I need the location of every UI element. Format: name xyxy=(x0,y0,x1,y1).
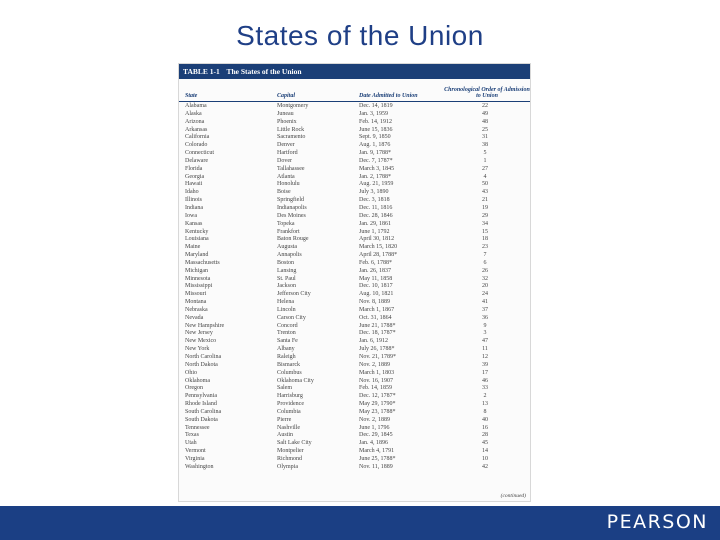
cell-capital: Topeka xyxy=(277,220,295,227)
table-row xyxy=(179,370,530,378)
cell-state: Mississippi xyxy=(185,283,213,290)
table-body xyxy=(179,103,530,472)
cell-state: New Hampshire xyxy=(185,322,225,329)
table-caption: The States of the Union xyxy=(226,67,302,76)
cell-state: Connecticut xyxy=(185,150,214,157)
cell-state: Washington xyxy=(185,463,214,470)
cell-state: Illinois xyxy=(185,197,203,204)
table-column-headers xyxy=(179,81,530,102)
cell-state: Utah xyxy=(185,440,197,447)
table-row xyxy=(179,158,530,166)
cell-date-admitted: March 3, 1845 xyxy=(359,165,395,172)
table-row xyxy=(179,197,530,205)
table-row xyxy=(179,127,530,135)
cell-state: Louisiana xyxy=(185,236,209,243)
cell-state: Alabama xyxy=(185,103,207,109)
cell-date-admitted: Jan. 9, 1788* xyxy=(359,150,391,157)
cell-date-admitted: April 30, 1812 xyxy=(359,236,395,243)
table-row xyxy=(179,291,530,299)
cell-state: Alaska xyxy=(185,110,202,117)
cell-order: 50 xyxy=(482,181,488,188)
cell-state: Hawaii xyxy=(185,181,203,188)
cell-state: Delaware xyxy=(185,157,208,164)
cell-order: 14 xyxy=(482,448,488,455)
cell-capital: Austin xyxy=(277,432,294,439)
cell-order: 49 xyxy=(482,110,488,117)
cell-capital: Annapolis xyxy=(277,252,302,259)
cell-date-admitted: Nov. 2, 1889 xyxy=(359,416,390,423)
cell-state: Massachusetts xyxy=(185,259,220,266)
header-chronological-order: Chronological Order of Admission to Union xyxy=(444,86,530,99)
table-row xyxy=(179,150,530,158)
cell-date-admitted: May 29, 1790* xyxy=(359,401,396,408)
table-row xyxy=(179,111,530,119)
cell-capital: Des Moines xyxy=(277,212,306,219)
cell-state: Colorado xyxy=(185,142,208,149)
table-row xyxy=(179,276,530,284)
cell-state: Minnesota xyxy=(185,275,211,282)
table-row xyxy=(179,323,530,331)
cell-order: 15 xyxy=(482,228,488,235)
cell-capital: Augusta xyxy=(277,244,297,251)
cell-date-admitted: June 25, 1788* xyxy=(359,455,396,462)
cell-state: Kansas xyxy=(185,220,203,227)
cell-order: 45 xyxy=(482,440,488,447)
cell-order: 20 xyxy=(482,283,488,290)
slide-title: States of the Union xyxy=(236,20,484,51)
cell-date-admitted: Feb. 14, 1912 xyxy=(359,118,392,125)
cell-capital: Concord xyxy=(277,322,298,329)
table-row xyxy=(179,119,530,127)
cell-capital: Jackson xyxy=(277,283,296,290)
cell-order: 9 xyxy=(483,322,487,329)
cell-capital: Columbus xyxy=(277,369,302,376)
cell-capital: Columbia xyxy=(277,408,301,415)
pearson-logo: PEARSON xyxy=(606,511,708,533)
table-row xyxy=(179,142,530,150)
table-row xyxy=(179,213,530,221)
cell-order: 12 xyxy=(482,354,488,360)
table-row xyxy=(179,189,530,197)
cell-state: Kentucky xyxy=(185,228,209,235)
cell-date-admitted: May 23, 1788* xyxy=(359,408,396,415)
cell-state: Tennessee xyxy=(185,424,210,431)
cell-state: South Carolina xyxy=(185,408,222,415)
table-row xyxy=(179,448,530,456)
cell-date-admitted: May 11, 1858 xyxy=(359,275,393,282)
cell-order: 38 xyxy=(482,142,488,149)
cell-state: Maine xyxy=(185,244,201,251)
table-row xyxy=(179,464,530,472)
cell-state: Nevada xyxy=(185,314,204,321)
table-row xyxy=(179,229,530,237)
cell-order: 7 xyxy=(483,252,487,259)
cell-capital: Trenton xyxy=(277,330,296,337)
cell-capital: Raleigh xyxy=(277,354,296,360)
cell-order: 11 xyxy=(482,346,488,353)
cell-order: 2 xyxy=(483,393,487,400)
table-row xyxy=(179,338,530,346)
cell-date-admitted: March 1, 1867 xyxy=(359,306,395,313)
cell-order: 4 xyxy=(483,173,487,180)
cell-capital: Olympia xyxy=(277,463,298,470)
table-row xyxy=(179,346,530,354)
cell-capital: Phoenix xyxy=(277,118,297,125)
cell-capital: Springfield xyxy=(277,197,304,204)
cell-state: California xyxy=(185,134,210,141)
cell-capital: Harrisburg xyxy=(277,393,303,400)
cell-order: 25 xyxy=(482,126,488,133)
cell-order: 41 xyxy=(482,299,488,306)
cell-order: 6 xyxy=(483,259,487,266)
cell-date-admitted: July 26, 1788* xyxy=(359,346,395,353)
cell-capital: Lansing xyxy=(277,267,297,274)
cell-date-admitted: Nov. 2, 1889 xyxy=(359,361,390,368)
cell-date-admitted: Aug. 21, 1959 xyxy=(359,181,394,188)
cell-state: Idaho xyxy=(185,189,199,196)
cell-order: 1 xyxy=(483,157,487,164)
table-row xyxy=(179,260,530,268)
cell-capital: Atlanta xyxy=(277,173,295,180)
cell-order: 47 xyxy=(482,338,488,345)
cell-order: 42 xyxy=(482,463,488,470)
table-row xyxy=(179,134,530,142)
cell-capital: Indianapolis xyxy=(277,204,307,211)
cell-capital: Oklahoma City xyxy=(277,377,314,384)
cell-order: 13 xyxy=(482,401,488,408)
cell-date-admitted: Jan. 2, 1788* xyxy=(359,173,391,180)
cell-state: North Carolina xyxy=(185,354,222,360)
cell-order: 17 xyxy=(482,369,488,376)
cell-capital: Salt Lake City xyxy=(277,440,312,447)
table-row xyxy=(179,283,530,291)
cell-order: 29 xyxy=(482,212,488,219)
cell-order: 16 xyxy=(482,424,488,431)
table-row xyxy=(179,315,530,323)
cell-state: Rhode Island xyxy=(185,401,217,408)
table-row xyxy=(179,236,530,244)
table-row xyxy=(179,299,530,307)
cell-state: Missouri xyxy=(185,291,207,298)
cell-capital: Frankfort xyxy=(277,228,300,235)
table-row xyxy=(179,103,530,111)
cell-date-admitted: June 1, 1796 xyxy=(359,424,390,431)
table-row xyxy=(179,252,530,260)
cell-order: 19 xyxy=(482,204,488,211)
cell-capital: Albany xyxy=(277,346,295,353)
cell-capital: Denver xyxy=(277,142,295,149)
cell-date-admitted: Jan. 26, 1837 xyxy=(359,267,391,274)
cell-state: New Jersey xyxy=(185,330,213,337)
cell-state: Arizona xyxy=(185,118,205,125)
continued-note: (continued) xyxy=(500,493,526,499)
table-row xyxy=(179,385,530,393)
cell-state: Oklahoma xyxy=(185,377,210,384)
cell-state: New Mexico xyxy=(185,338,217,345)
cell-order: 3 xyxy=(483,330,487,337)
cell-date-admitted: June 1, 1792 xyxy=(359,228,390,235)
cell-state: Ohio xyxy=(185,369,197,376)
cell-state: Florida xyxy=(185,165,203,172)
cell-state: Michigan xyxy=(185,267,208,274)
cell-state: Montana xyxy=(185,299,207,306)
table-row xyxy=(179,401,530,409)
cell-order: 5 xyxy=(483,150,487,157)
table-row xyxy=(179,174,530,182)
cell-order: 32 xyxy=(482,275,488,282)
cell-state: Arkansas xyxy=(185,126,208,133)
cell-date-admitted: Nov. 16, 1907 xyxy=(359,377,393,384)
table-row xyxy=(179,244,530,252)
cell-capital: Montgomery xyxy=(277,103,309,109)
cell-date-admitted: June 21, 1788* xyxy=(359,322,396,329)
cell-date-admitted: Feb. 14, 1859 xyxy=(359,385,392,392)
cell-state: South Dakota xyxy=(185,416,218,423)
cell-order: 39 xyxy=(482,361,488,368)
table-row xyxy=(179,432,530,440)
cell-date-admitted: Dec. 14, 1819 xyxy=(359,103,393,109)
cell-date-admitted: Jan. 3, 1959 xyxy=(359,110,388,117)
cell-state: Maryland xyxy=(185,252,209,259)
cell-date-admitted: Sept. 9, 1850 xyxy=(359,134,391,141)
cell-date-admitted: Dec. 28, 1846 xyxy=(359,212,393,219)
cell-order: 10 xyxy=(482,455,488,462)
table-row xyxy=(179,307,530,315)
cell-capital: St. Paul xyxy=(277,275,296,282)
cell-order: 8 xyxy=(483,408,487,415)
cell-state: Texas xyxy=(185,432,199,439)
cell-order: 46 xyxy=(482,377,488,384)
states-table xyxy=(178,63,531,502)
cell-date-admitted: Dec. 12, 1787* xyxy=(359,393,396,400)
table-row xyxy=(179,393,530,401)
table-row xyxy=(179,205,530,213)
cell-date-admitted: March 4, 1791 xyxy=(359,448,395,455)
header-state: State xyxy=(185,92,198,99)
cell-state: Pennsylvania xyxy=(185,393,217,400)
cell-date-admitted: Jan. 6, 1912 xyxy=(359,338,388,345)
cell-capital: Montpelier xyxy=(277,448,304,455)
cell-date-admitted: March 15, 1820 xyxy=(359,244,398,251)
cell-state: Indiana xyxy=(185,204,203,211)
cell-state: Iowa xyxy=(185,212,197,219)
table-row xyxy=(179,268,530,276)
cell-capital: Boston xyxy=(277,259,295,266)
cell-date-admitted: July 3, 1890 xyxy=(359,189,389,196)
table-row xyxy=(179,166,530,174)
cell-order: 37 xyxy=(482,306,488,313)
table-row xyxy=(179,378,530,386)
cell-order: 43 xyxy=(482,189,488,196)
cell-date-admitted: Aug. 1, 1876 xyxy=(359,142,391,149)
cell-order: 40 xyxy=(482,416,488,423)
cell-state: Vermont xyxy=(185,448,206,455)
cell-capital: Sacramento xyxy=(277,134,306,141)
cell-capital: Jefferson City xyxy=(277,291,311,298)
cell-order: 31 xyxy=(482,134,488,141)
table-row xyxy=(179,417,530,425)
cell-order: 36 xyxy=(482,314,488,321)
cell-state: Virginia xyxy=(185,455,205,462)
cell-date-admitted: Aug. 10, 1821 xyxy=(359,291,394,298)
cell-state: Nebraska xyxy=(185,306,208,313)
cell-state: Georgia xyxy=(185,173,205,180)
cell-capital: Honolulu xyxy=(277,181,300,188)
cell-order: 27 xyxy=(482,165,488,172)
cell-date-admitted: Jan. 4, 1896 xyxy=(359,440,388,447)
cell-order: 18 xyxy=(482,236,488,243)
cell-capital: Providence xyxy=(277,401,304,408)
cell-capital: Richmond xyxy=(277,455,302,462)
cell-capital: Boise xyxy=(277,189,291,196)
cell-state: Oregon xyxy=(185,385,203,392)
cell-date-admitted: Nov. 21, 1789* xyxy=(359,354,396,360)
cell-state: New York xyxy=(185,346,210,353)
cell-capital: Pierre xyxy=(277,416,292,423)
cell-date-admitted: Dec. 10, 1817 xyxy=(359,283,393,290)
cell-date-admitted: Oct. 31, 1864 xyxy=(359,314,392,321)
cell-order: 33 xyxy=(482,385,488,392)
cell-order: 23 xyxy=(482,244,488,251)
cell-date-admitted: Dec. 18, 1787* xyxy=(359,330,396,337)
cell-order: 26 xyxy=(482,267,488,274)
cell-capital: Lincoln xyxy=(277,306,296,313)
table-caption-bar xyxy=(179,64,530,79)
cell-capital: Santa Fe xyxy=(277,338,298,345)
footer-bar xyxy=(0,506,720,540)
cell-date-admitted: Feb. 6, 1788* xyxy=(359,259,392,266)
cell-date-admitted: March 1, 1803 xyxy=(359,369,395,376)
cell-date-admitted: Nov. 8, 1889 xyxy=(359,299,390,306)
cell-date-admitted: Dec. 3, 1818 xyxy=(359,197,390,204)
table-row xyxy=(179,440,530,448)
cell-date-admitted: Dec. 11, 1816 xyxy=(359,204,393,211)
cell-order: 21 xyxy=(482,197,488,204)
cell-capital: Tallahassee xyxy=(277,165,305,172)
table-row xyxy=(179,354,530,362)
cell-order: 48 xyxy=(482,118,488,125)
header-capital: Capital xyxy=(277,92,296,99)
cell-capital: Helena xyxy=(277,299,294,306)
cell-date-admitted: Nov. 11, 1889 xyxy=(359,463,393,470)
cell-order: 22 xyxy=(482,103,488,109)
cell-capital: Nashville xyxy=(277,424,300,431)
cell-capital: Hartford xyxy=(277,150,298,157)
cell-order: 34 xyxy=(482,220,488,227)
cell-capital: Baton Rouge xyxy=(277,236,309,243)
header-date-admitted: Date Admitted to Union xyxy=(359,92,418,99)
cell-date-admitted: June 15, 1836 xyxy=(359,126,393,133)
cell-capital: Carson City xyxy=(277,314,306,321)
table-label: TABLE 1-1 xyxy=(183,67,220,76)
table-row xyxy=(179,362,530,370)
table-row xyxy=(179,456,530,464)
table-row xyxy=(179,221,530,229)
cell-capital: Salem xyxy=(277,385,292,392)
cell-state: North Dakota xyxy=(185,361,218,368)
table-row xyxy=(179,330,530,338)
cell-date-admitted: April 28, 1788* xyxy=(359,252,398,259)
cell-date-admitted: Jan. 29, 1861 xyxy=(359,220,391,227)
table-row xyxy=(179,425,530,433)
cell-date-admitted: Dec. 7, 1787* xyxy=(359,157,393,164)
cell-order: 24 xyxy=(482,291,488,298)
cell-capital: Dover xyxy=(277,157,292,164)
cell-capital: Little Rock xyxy=(277,126,305,133)
table-row xyxy=(179,409,530,417)
cell-order: 28 xyxy=(482,432,488,439)
cell-capital: Juneau xyxy=(277,110,294,117)
table-row xyxy=(179,181,530,189)
cell-capital: Bismarck xyxy=(277,361,300,368)
cell-date-admitted: Dec. 29, 1845 xyxy=(359,432,393,439)
